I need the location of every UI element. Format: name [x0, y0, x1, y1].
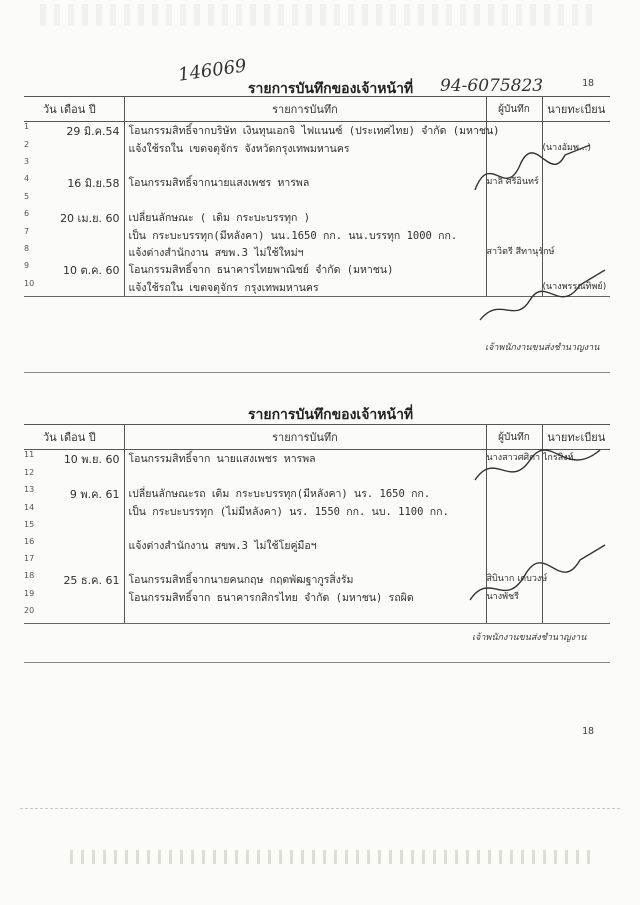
col-registrar: นายทะเบียน	[542, 425, 610, 450]
col-entry: รายการบันทึก	[124, 425, 486, 450]
row-registrar	[542, 122, 610, 141]
row-entry: แจ้งต่างสำนักงาน สขพ.3 ไม่ใช้ใหม่ฯ	[124, 244, 486, 261]
row-date	[42, 520, 124, 537]
row-number: 20	[24, 606, 42, 624]
col-num	[24, 425, 42, 450]
row-entry	[124, 468, 486, 485]
table-row	[24, 122, 610, 141]
signature-3	[470, 440, 610, 500]
row-recorder	[486, 503, 542, 520]
row-entry: โอนกรรมสิทธิ์จาก นายแสงเพชร หารพล	[124, 450, 486, 469]
row-entry	[124, 192, 486, 209]
col-recorder: ผู้บันทึก	[486, 97, 542, 122]
row-entry: เปลี่ยนลักษณะ ( เดิม กระบะบรรทุก )	[124, 209, 486, 227]
row-recorder: มาลี ศรีอินทร์	[486, 174, 542, 192]
row-number: 5	[24, 192, 30, 201]
row-registrar: (นางพรรณทิพย์)	[542, 279, 610, 297]
row-date	[42, 244, 124, 261]
row-entry: แจ้งต่างสำนักงาน สขพ.3 ไม่ใช้โยคู่มือฯ	[124, 537, 486, 554]
row-date	[42, 554, 124, 571]
section2-official-stamp: เจ้าพนักงานขนส่งชำนาญงาน	[472, 633, 587, 643]
row-date	[42, 192, 124, 209]
row-number: 9	[24, 261, 30, 270]
row-number: 15	[24, 520, 35, 529]
row-entry: เป็น กระบะบรรทุก(มีหลังคา) นน.1650 กก. นน.บรรทุก 1000 กก.	[124, 227, 486, 244]
section2-title: รายการบันทึกของเจ้าหน้าที่	[248, 407, 414, 423]
row-entry: โอนกรรมสิทธิ์จากนายแสงเพชร หารพล	[124, 174, 486, 192]
row-date: 10 พ.ย. 60	[42, 450, 124, 469]
row-entry	[124, 520, 486, 537]
signature-1	[470, 140, 600, 210]
row-recorder: นางสาวศศิตา ไกรสิงห์	[486, 450, 542, 469]
row-date	[42, 606, 124, 624]
row-date: 10 ต.ค. 60	[42, 261, 124, 279]
section1-official-stamp: เจ้าพนักงานขนส่งชำนาญงาน	[485, 343, 600, 353]
row-recorder	[486, 227, 542, 244]
row-date	[42, 279, 124, 297]
row-entry: เป็น กระบะบรรทุก (ไม่มีหลังคา) นร. 1550 กก. นบ. 1100 กก.	[124, 503, 486, 520]
row-date	[42, 537, 124, 554]
row-number: 16	[24, 537, 35, 546]
row-entry	[124, 606, 486, 624]
row-recorder: นางพัชรี	[486, 589, 542, 606]
row-registrar	[542, 209, 610, 227]
row-recorder: สิบินาก เดบวงษ์	[486, 571, 542, 589]
row-date	[42, 468, 124, 485]
row-number: 1	[24, 122, 30, 131]
col-date: วัน เดือน ปี	[42, 97, 124, 122]
row-registrar: (นางอัมพ...)	[542, 143, 591, 153]
section2-divider	[24, 662, 610, 663]
signature-2	[470, 265, 610, 335]
col-recorder: ผู้บันทึก	[486, 425, 542, 450]
row-date: 20 เม.ย. 60	[42, 209, 124, 227]
col-num	[24, 97, 42, 122]
row-number: 7	[24, 227, 30, 236]
row-number: 3	[24, 157, 30, 166]
scan-noise-top	[40, 4, 600, 26]
row-number: 14	[24, 503, 35, 512]
scan-noise-bottom	[70, 850, 590, 864]
col-date: วัน เดือน ปี	[42, 425, 124, 450]
row-date	[42, 157, 124, 174]
row-date: 16 มิ.ย.58	[42, 174, 124, 192]
row-date: 29 มิ.ค.54	[42, 122, 124, 141]
row-recorder	[486, 209, 542, 227]
section1-header-row	[24, 97, 610, 122]
row-number: 13	[24, 485, 35, 494]
row-entry: โอนกรรมสิทธิ์จาก ธนาคารกสิกรไทย จำกัด (มหาชน) รถผิด	[124, 589, 486, 606]
row-registrar	[542, 227, 610, 244]
row-entry	[124, 554, 486, 571]
row-number: 10	[24, 279, 42, 297]
row-number: 17	[24, 554, 35, 563]
row-date	[42, 589, 124, 606]
row-registrar	[542, 520, 610, 537]
row-date	[42, 227, 124, 244]
handwritten-reference-left: 146069	[176, 55, 248, 86]
row-number: 19	[24, 589, 35, 598]
row-recorder: สาวิตรี สีทานุรักษ์	[486, 244, 542, 261]
row-date: 25 ธ.ค. 61	[42, 571, 124, 589]
handwritten-reference-right: 94-6075823	[440, 76, 544, 96]
row-registrar	[542, 503, 610, 520]
row-number: 8	[24, 244, 30, 253]
row-entry	[124, 157, 486, 174]
row-entry: โอนกรรมสิทธิ์จากนายคนกฤษ กฤตพัฒฐากูรสิ่งรัม	[124, 571, 486, 589]
row-entry: แจ้งใช้รถใน เขตจตุจักร จังหวัดกรุงเทพมหานคร	[124, 140, 486, 157]
page-number-top: 18	[582, 78, 595, 89]
table-row	[24, 520, 610, 537]
row-date	[42, 140, 124, 157]
col-entry: รายการบันทึก	[124, 97, 486, 122]
row-date: 9 พ.ค. 61	[42, 485, 124, 503]
row-number: 4	[24, 174, 30, 183]
row-entry: แจ้งใช้รถใน เขตจตุจักร กรุงเทพมหานคร	[124, 279, 486, 297]
row-entry: โอนกรรมสิทธิ์จาก ธนาคารไทยพาณิชย์ จำกัด (มหาชน)	[124, 261, 486, 279]
row-entry: เปลี่ยนลักษณะรถ เดิม กระบะบรรทุก(มีหลังคา) นร. 1650 กก.	[124, 485, 486, 503]
table-row	[24, 503, 610, 520]
row-number: 11	[24, 450, 35, 459]
row-number: 18	[24, 571, 35, 580]
table-row	[24, 227, 610, 244]
row-number: 12	[24, 468, 35, 477]
col-registrar: นายทะเบียน	[542, 97, 610, 122]
section1-title: รายการบันทึกของเจ้าหน้าที่	[248, 81, 414, 97]
signature-4	[460, 540, 610, 620]
row-number: 2	[24, 140, 30, 149]
row-recorder	[486, 520, 542, 537]
section1-divider	[24, 372, 610, 373]
table-row	[24, 209, 610, 227]
page-number-bottom: 18	[582, 726, 595, 737]
row-date	[42, 503, 124, 520]
table-row	[24, 244, 610, 261]
row-number: 6	[24, 209, 30, 218]
row-entry: โอนกรรมสิทธิ์จากบริษัท เงินทุนเอกจิ ไฟแนนซ์ (ประเทศไทย) จำกัด (มหาชน)	[124, 122, 486, 141]
